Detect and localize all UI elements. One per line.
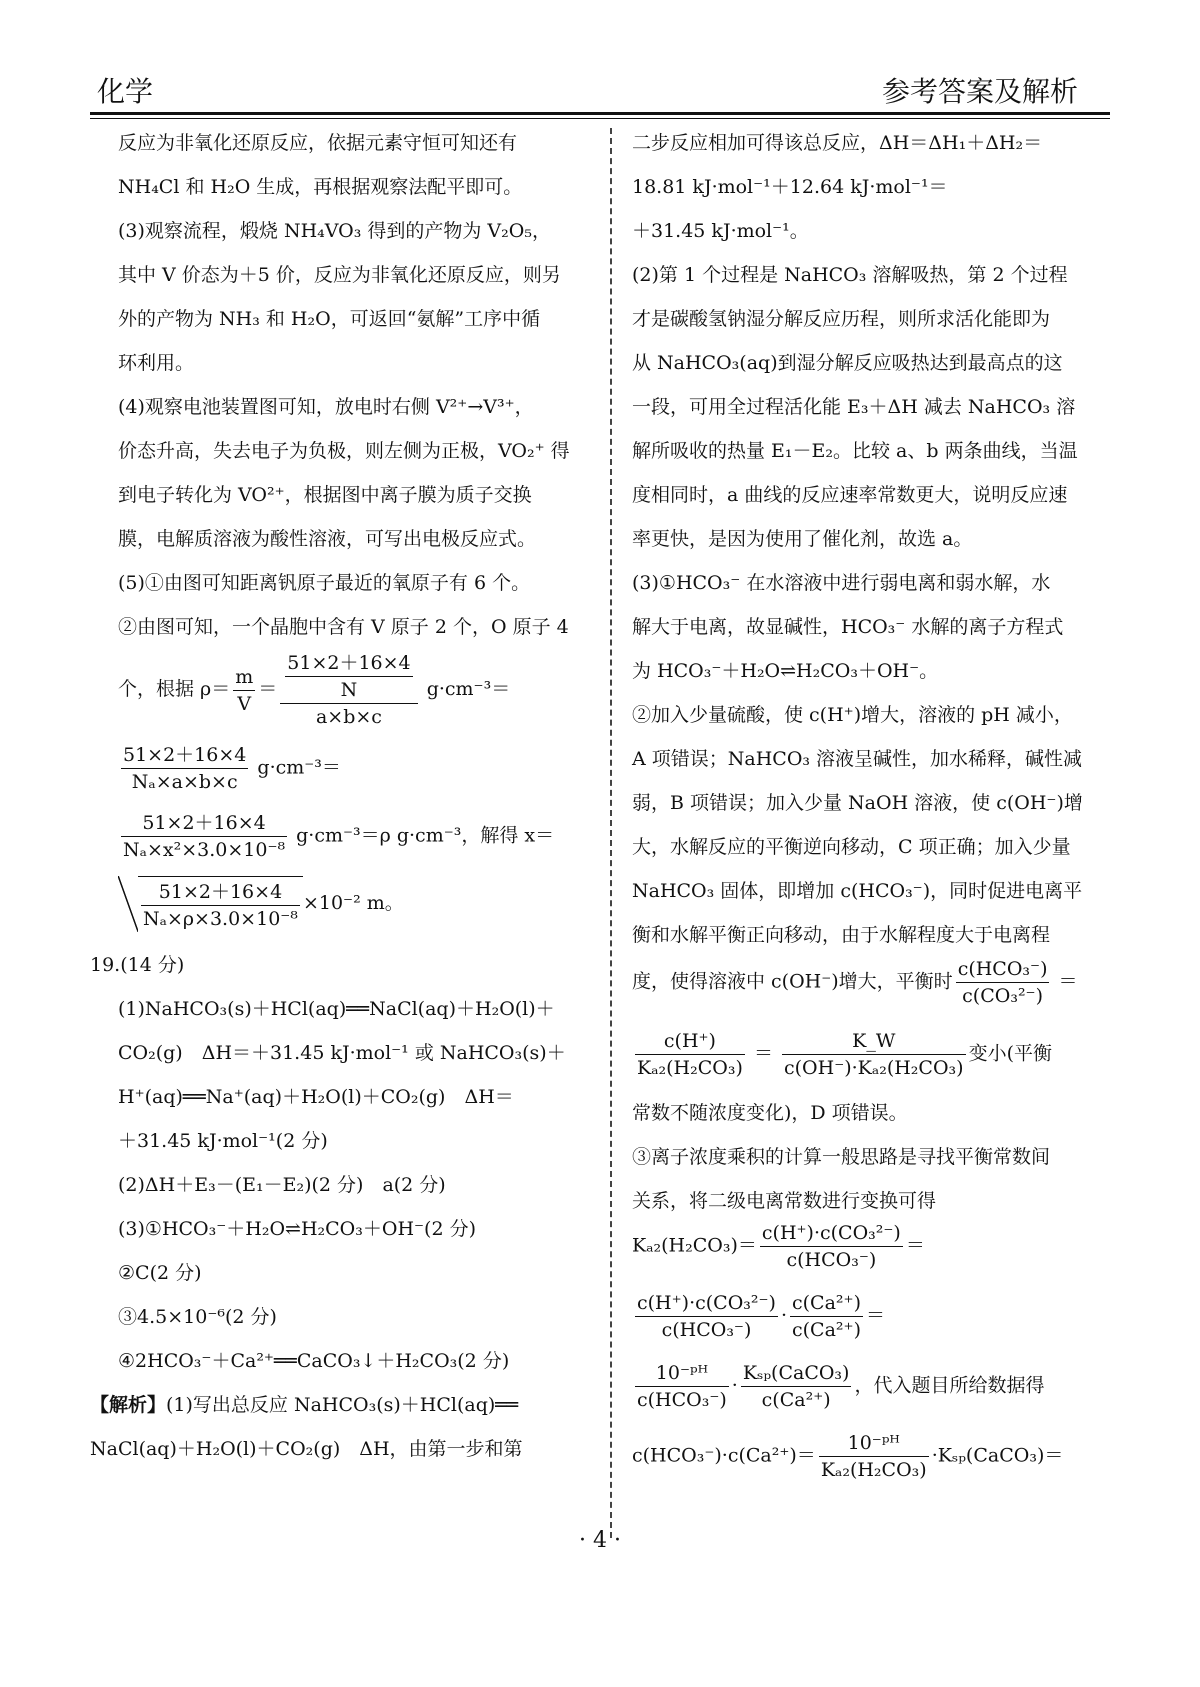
numerator: 51×2＋16×4: [141, 879, 300, 906]
ion-product-formula: [632, 1430, 1063, 1483]
fraction: [121, 742, 248, 795]
density-formula-4: [118, 876, 404, 932]
page-number: · 4 ·: [579, 1528, 621, 1553]
numerator: 51×2＋16×4: [121, 810, 287, 837]
fraction: [635, 1360, 729, 1413]
header-rule: [90, 112, 1110, 115]
text-line: (3)观察流程，煅烧 NH₄VO₃ 得到的产物为 V₂O₅，: [118, 220, 551, 242]
inner-fraction: [285, 650, 412, 703]
text-line: 环利用。: [118, 352, 195, 374]
fraction: [635, 1028, 745, 1081]
numerator: 51×2＋16×4: [285, 650, 412, 677]
formula-text: ×10⁻² m。: [302, 892, 404, 914]
fraction: [233, 664, 255, 717]
numerator: c(Ca²⁺): [790, 1290, 863, 1317]
multiply-dot: ·: [731, 1374, 738, 1397]
denominator: V: [237, 692, 252, 715]
answer-line: ④2HCO₃⁻＋Ca²⁺══CaCO₃↓＋H₂CO₃(2 分): [118, 1350, 510, 1372]
text-line: 一段，可用全过程活化能 E₃＋ΔH 减去 NaHCO₃ 溶: [632, 396, 1076, 418]
answer-line: (1)NaHCO₃(s)＋HCl(aq)══NaCl(aq)＋H₂O(l)＋: [118, 998, 555, 1020]
text-line: 反应为非氧化还原反应，依据元素守恒可知还有: [118, 132, 518, 154]
fraction: [790, 1290, 863, 1343]
answer-line: (2)ΔH＋E₃－(E₁－E₂)(2 分) a(2 分): [118, 1174, 446, 1196]
text-line: 到电子转化为 VO²⁺，根据图中离子膜为质子交换: [118, 484, 532, 506]
numerator: c(H⁺)·c(CO₃²⁻): [760, 1220, 903, 1247]
denominator: c(Ca²⁺): [792, 1319, 861, 1341]
equilibrium-ratio-line: [632, 956, 1078, 1009]
text-line: ③离子浓度乘积的计算一般思路是寻找平衡常数间: [632, 1146, 1051, 1168]
numerator: m: [233, 664, 255, 691]
text-line: 解所吸收的热量 E₁－E₂。比较 a、b 两条曲线，当温: [632, 440, 1078, 462]
numerator: 10⁻ᵖᴴ: [819, 1430, 929, 1457]
text-line: 外的产物为 NH₃ 和 H₂O，可返回“氨解”工序中循: [118, 308, 541, 330]
header-rule-thin: [90, 118, 1110, 119]
numerator: Kₛₚ(CaCO₃): [741, 1360, 852, 1387]
answer-line: (3)①HCO₃⁻＋H₂O⇌H₂CO₃＋OH⁻(2 分): [118, 1218, 477, 1240]
text-line: 常数不随浓度变化)，D 项错误。: [632, 1102, 908, 1124]
text-line: 衡和水解平衡正向移动，由于水解程度大于电离程: [632, 924, 1051, 946]
text-line: 才是碳酸氢钠湿分解反应历程，则所求活化能即为: [632, 308, 1051, 330]
text-line: ②加入少量硫酸，使 c(H⁺)增大，溶液的 pH 减小，: [632, 704, 1073, 726]
denominator: Kₐ₂(H₂CO₃): [637, 1057, 743, 1079]
formula-text: 个，根据 ρ＝: [118, 678, 231, 700]
equals: ＝: [1058, 970, 1078, 993]
equals: ＝: [865, 1304, 885, 1327]
text-line: 膜，电解质溶液为酸性溶液，可写出电极反应式。: [118, 528, 537, 550]
text-line: 率更快，是因为使用了催化剂，故选 a。: [632, 528, 973, 550]
ka2-formula: [632, 1220, 925, 1273]
text-line: NaHCO₃ 固体，即增加 c(HCO₃⁻)，同时促进电离平: [632, 880, 1083, 902]
formula-text: Kₐ₂(H₂CO₃)＝: [632, 1234, 757, 1257]
column-divider: [610, 128, 612, 1538]
unit-text: g·cm⁻³＝: [257, 756, 341, 779]
text-line: 价态升高，失去电子为负极，则左侧为正极，VO₂⁺ 得: [118, 440, 570, 462]
analysis-line: NaCl(aq)＋H₂O(l)＋CO₂(g) ΔH，由第一步和第: [90, 1438, 523, 1460]
denominator: Kₐ₂(H₂CO₃): [820, 1459, 927, 1481]
formula-text: ·Kₛₚ(CaCO₃)＝: [931, 1444, 1064, 1467]
denominator: c(HCO₃⁻): [637, 1389, 727, 1411]
denominator: a×b×c: [315, 706, 382, 728]
denominator: Nₐ×x²×3.0×10⁻⁸: [123, 839, 286, 861]
answer-line: ③4.5×10⁻⁶(2 分): [118, 1306, 277, 1328]
fraction: [956, 956, 1050, 1009]
numerator: c(HCO₃⁻): [956, 956, 1050, 983]
fraction: [741, 1360, 852, 1413]
fraction: [760, 1220, 903, 1273]
ka2-formula-2: [632, 1290, 885, 1343]
page-header-title: 参考答案及解析: [881, 75, 1078, 108]
text-line: 为 HCO₃⁻＋H₂O⇌H₂CO₃＋OH⁻。: [632, 660, 939, 682]
denominator: c(Ca²⁺): [761, 1389, 831, 1411]
question-number: 19.(14 分): [90, 954, 185, 976]
text-line: 度相同时，a 曲线的反应速率常数更大，说明反应速: [632, 484, 1068, 506]
numerator: K_W: [782, 1028, 966, 1055]
text-line: A 项错误；NaHCO₃ 溶液呈碱性，加水稀释，碱性减: [632, 748, 1083, 770]
text-line: 解大于电离，故显碱性，HCO₃⁻ 水解的离子方程式: [632, 616, 1064, 638]
text-line: (3)①HCO₃⁻ 在水溶液中进行弱电离和弱水解，水: [632, 572, 1051, 594]
multiply-dot: ·: [780, 1304, 787, 1327]
text-line: ②由图可知，一个晶胞中含有 V 原子 2 个，O 原子 4: [118, 616, 569, 638]
text-line: 从 NaHCO₃(aq)到湿分解反应吸热达到最高点的这: [632, 352, 1063, 374]
unit-text: g·cm⁻³＝: [426, 678, 511, 700]
denominator: Nₐ×a×b×c: [131, 771, 238, 793]
text-line: 大，水解反应的平衡逆向移动，C 项正确；加入少量: [632, 836, 1071, 858]
answer-line: CO₂(g) ΔH＝＋31.45 kJ·mol⁻¹ 或 NaHCO₃(s)＋: [118, 1042, 566, 1064]
denominator: c(OH⁻)·Kₐ₂(H₂CO₃): [784, 1057, 964, 1079]
equals: ＝: [753, 1042, 773, 1065]
answer-line: H⁺(aq)══Na⁺(aq)＋H₂O(l)＋CO₂(g) ΔH＝: [118, 1086, 514, 1108]
ksp-formula: [632, 1360, 1044, 1413]
density-formula-3: [118, 810, 554, 863]
text-line: (5)①由图可知距离钒原子最近的氧原子有 6 个。: [118, 572, 531, 594]
formula-text: g·cm⁻³＝ρ g·cm⁻³，解得 x＝: [296, 824, 555, 847]
fraction: [141, 879, 300, 932]
analysis-text: (1)写出总反应 NaHCO₃(s)＋HCl(aq)══: [166, 1394, 519, 1416]
compound-fraction: [280, 650, 417, 730]
denominator: c(HCO₃⁻): [786, 1249, 877, 1271]
formula-text: 度，使得溶液中 c(OH⁻)增大，平衡时: [632, 970, 953, 993]
text-line: 弱，B 项错误；加入少量 NaOH 溶液，使 c(OH⁻)增: [632, 792, 1083, 814]
equilibrium-ratio-line-2: [632, 1028, 1052, 1081]
numerator: c(H⁺): [635, 1028, 745, 1055]
numerator: c(H⁺)·c(CO₃²⁻): [635, 1290, 778, 1317]
denominator: c(CO₃²⁻): [962, 985, 1043, 1007]
density-formula-1: [118, 650, 510, 730]
numerator: 51×2＋16×4: [121, 742, 248, 769]
denominator: N: [340, 679, 358, 701]
equals: ＝: [905, 1234, 925, 1257]
numerator: [280, 650, 417, 704]
analysis-label: 【解析】: [90, 1394, 167, 1416]
answer-line: ＋31.45 kJ·mol⁻¹(2 分): [118, 1130, 328, 1152]
fraction: [121, 810, 287, 863]
analysis-line: [90, 1392, 518, 1418]
text-line: 关系，将二级电离常数进行变换可得: [632, 1190, 937, 1212]
formula-text: 变小(平衡: [968, 1042, 1052, 1065]
fraction: [635, 1290, 778, 1343]
text-line: (2)第 1 个过程是 NaHCO₃ 溶解吸热，第 2 个过程: [632, 264, 1068, 286]
numerator: 10⁻ᵖᴴ: [635, 1360, 729, 1387]
density-formula-2: [118, 742, 341, 795]
subject-title: 化学: [97, 75, 154, 108]
text-line: NH₄Cl 和 H₂O 生成，再根据观察法配平即可。: [118, 176, 523, 198]
answer-line: ②C(2 分): [118, 1262, 202, 1284]
text-line: 18.81 kJ·mol⁻¹＋12.64 kJ·mol⁻¹＝: [632, 176, 948, 198]
text-line: (4)观察电池装置图可知，放电时右侧 V²⁺→V³⁺，: [118, 396, 534, 418]
formula-text: ，代入题目所给数据得: [854, 1374, 1045, 1397]
text-line: 二步反应相加可得该总反应，ΔH＝ΔH₁＋ΔH₂＝: [632, 132, 1043, 154]
denominator: Nₐ×ρ×3.0×10⁻⁸: [143, 908, 298, 930]
text-line: 其中 V 价态为＋5 价，反应为非氧化还原反应，则另: [118, 264, 561, 286]
denominator: c(HCO₃⁻): [661, 1319, 752, 1341]
formula-text: c(HCO₃⁻)·c(Ca²⁺)＝: [632, 1444, 816, 1467]
text-line: ＋31.45 kJ·mol⁻¹。: [632, 220, 809, 242]
fraction: [782, 1028, 966, 1081]
square-root: [118, 876, 303, 932]
equals: ＝: [258, 678, 278, 700]
fraction: [819, 1430, 929, 1483]
